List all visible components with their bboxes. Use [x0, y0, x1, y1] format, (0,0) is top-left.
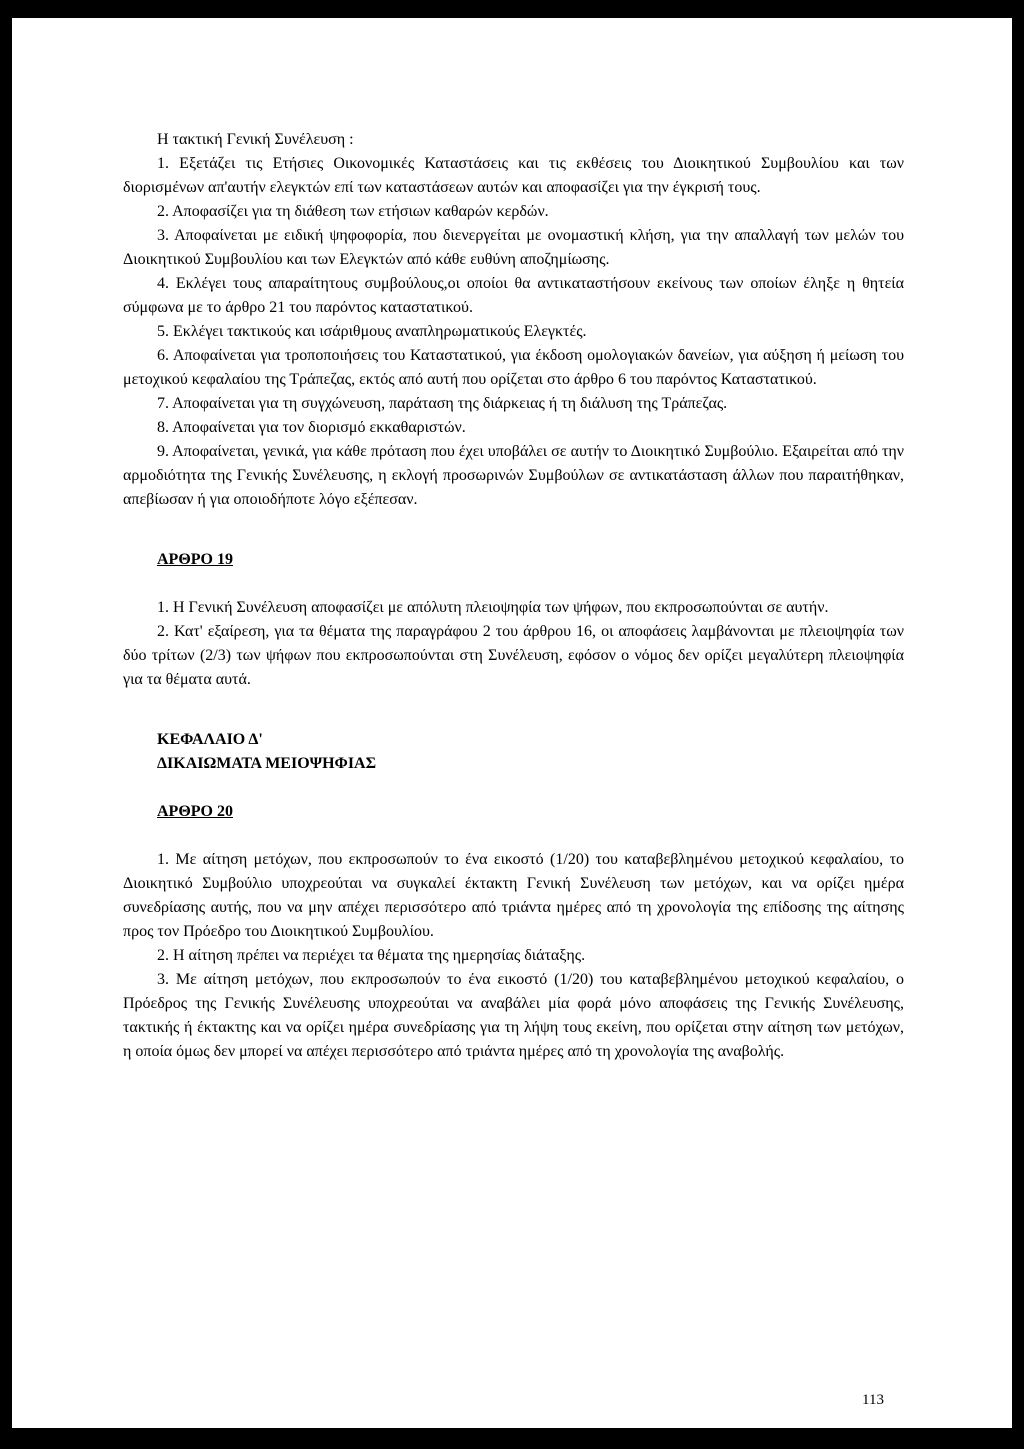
document-page [12, 18, 1012, 1428]
paragraph-a3: 3. Αποφαίνεται με ειδική ψηφοφορία, που διενεργείται με ονομαστική κλήση, για την απαλλαγή των μελών του Διοικητικού Συμβουλίου και των Ελεγκτών από κάθε ευθύνη αποζημίωσης. [123, 227, 904, 268]
paragraph-a1: 1. Εξετάζει τις Ετήσιες Οικονομικές Καταστάσεις και τις εκθέσεις του Διοικητικού Συμβουλίου και των διορισμένων απ'αυτήν ελεγκτών επί των καταστάσεων αυτών και αποφασίζει για την έγκρισή τους. [123, 155, 904, 196]
paragraph-a8: 8. Αποφαίνεται για τον διορισμό εκκαθαριστών. [157, 419, 466, 436]
article-19-heading: ΑΡΘΡΟ 19 [157, 551, 233, 568]
paragraph-a6: 6. Αποφαίνεται για τροποποιήσεις του Καταστατικού, για έκδοση ομολογιακών δανείων, για αύξηση ή μείωση του μετοχικού κεφαλαίου της Τράπεζας, εκτός από αυτή που ορίζεται στο άρθρο 6 του παρόντος Καταστατικού. [123, 347, 904, 388]
chapter-subtitle: ΔΙΚΑΙΩΜΑΤΑ ΜΕΙΟΨΗΦΙΑΣ [157, 755, 377, 772]
paragraph-a4: 4. Εκλέγει τους απαραίτητους συμβούλους,οι οποίοι θα αντικαταστήσουν εκείνους των οποίων έληξε η θητεία σύμφωνα με το άρθρο 21 του παρόντος καταστατικού. [123, 275, 904, 316]
spacer [123, 692, 904, 728]
paragraph-c2: 2. Η αίτηση πρέπει να περιέχει τα θέματα της ημερησίας διάταξης. [157, 947, 586, 964]
chapter-title: ΚΕΦΑΛΑΙΟ Δ' [157, 731, 263, 748]
intro-line: Η τακτική Γενική Συνέλευση : [157, 131, 354, 148]
paragraph-c1: 1. Με αίτηση μετόχων, που εκπροσωπούν το ένα εικοστό (1/20) του καταβεβλημένου μετοχικού κεφαλαίου, το Διοικητικό Συμβούλιο υποχρεούται να συγκαλεί έκτακτη Γενική Συνέλευση των μετόχων, και να ορίζει ημέρα συνεδρίασης αυτής, που να μην απέχει περισσότερο από τριάντα ημέρες από τη χρονολογία της επίδοσης της αίτησης προς τον Πρόεδρο του Διοικητικού Συμβουλίου. [123, 851, 904, 940]
document-body [123, 128, 904, 1064]
article-20-heading: ΑΡΘΡΟ 20 [157, 803, 233, 820]
paragraph-b1: 1. Η Γενική Συνέλευση αποφασίζει με απόλυτη πλειοψηφία των ψήφων, που εκπροσωπούνται σε αυτήν. [157, 599, 829, 616]
paragraph-a7: 7. Αποφαίνεται για τη συγχώνευση, παράταση της διάρκειας ή τη διάλυση της Τράπεζας. [157, 395, 728, 412]
paragraph-c3: 3. Με αίτηση μετόχων, που εκπροσωπούν το ένα εικοστό (1/20) του καταβεβλημένου μετοχικού κεφαλαίου, ο Πρόεδρος της Γενικής Συνέλευσης υποχρεούται να αναβάλει μία φορά μόνο αποφάσεις της Γενικής Συνέλευσης, τακτικής ή έκτακτης και να ορίζει ημέρα συνεδρίασης για τη λήψη τους εκείνη, που ορίζεται στην αίτηση των μετόχων, η οποία όμως δεν μπορεί να απέχει περισσότερο από τριάντα ημέρες από τη χρονολογία της αναβολής. [123, 971, 904, 1060]
paragraph-a9: 9. Αποφαίνεται, γενικά, για κάθε πρόταση που έχει υποβάλει σε αυτήν το Διοικητικό Συμβούλιο. Εξαιρείται από την αρμοδιότητα της Γενικής Συνέλευσης, η εκλογή προσωρινών Συμβούλων σε αντικατάσταση άλλων που παραιτήθηκαν, απεβίωσαν ή για οποιοδήποτε λόγο εξέπεσαν. [123, 443, 904, 508]
spacer [123, 572, 904, 596]
page-number: 113 [862, 1392, 884, 1408]
paragraph-a2: 2. Αποφασίζει για τη διάθεση των ετήσιων καθαρών κερδών. [157, 203, 549, 220]
paragraph-b2: 2. Κατ' εξαίρεση, για τα θέματα της παραγράφου 2 του άρθρου 16, οι αποφάσεις λαμβάνονται με πλειοψηφία των δύο τρίτων (2/3) των ψήφων που εκπροσωπούνται στη Συνέλευση, εφόσον ο νόμος δεν ορίζει μεγαλύτερη πλειοψηφία για τα θέματα αυτά. [123, 623, 904, 688]
paragraph-a5: 5. Εκλέγει τακτικούς και ισάριθμους αναπληρωματικούς Ελεγκτές. [157, 323, 587, 340]
spacer [123, 824, 904, 848]
spacer [123, 776, 904, 800]
spacer [123, 512, 904, 548]
